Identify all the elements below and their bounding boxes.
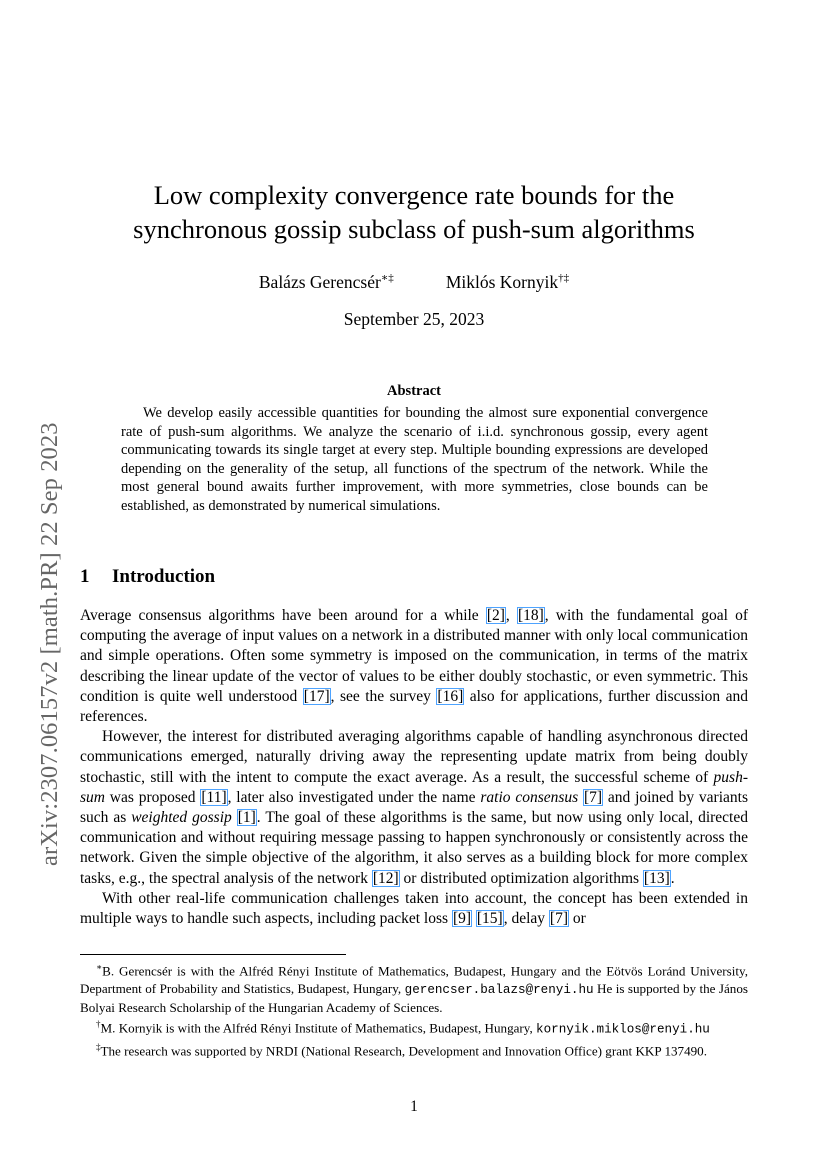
text-run: B. Gerencsér is with the Alfréd Rényi Institute of Mathematics, Budapest, Hungary and the Eötvös Loránd University, Department of Probability and Statistics, Budapest, Hungary, <box>80 963 748 996</box>
text-run <box>232 809 237 826</box>
author-1 <box>259 267 394 293</box>
footnote-1 <box>80 959 748 1016</box>
text-run: , delay <box>503 910 549 928</box>
text-run: . <box>670 869 675 887</box>
citation-link[interactable]: [15] <box>476 910 503 928</box>
abstract-heading: Abstract <box>387 383 441 399</box>
footnote-mark: † <box>96 1019 101 1030</box>
paper-title <box>80 178 748 246</box>
citation-link[interactable]: [12] <box>372 869 399 887</box>
citation-link[interactable]: [2] <box>486 607 505 624</box>
text-run: , <box>505 607 517 624</box>
footnote-mark: ‡ <box>96 1041 101 1052</box>
section-number: 1 <box>80 566 90 587</box>
text-run: The research was supported by NRDI (National Research, Development and Innovation Office) grant KKP 137490. <box>100 1043 707 1059</box>
text-run: He is supported by the János Bolyai Research Scholarship of the Hungarian Academy of Sciences. <box>80 980 748 1015</box>
footnote-3 <box>80 1039 748 1060</box>
text-run: was proposed <box>104 788 201 806</box>
text-run: , with the fundamental goal of computing the average of input values on a network in a distributed manner with only local communication and simple operations. Often some symmetry is imposed on the communication, in terms of the matrix describing the linear update of the vector of values to be either doubly stochastic, or even symmetric. This condition is quite well understood <box>80 607 748 705</box>
email-link[interactable]: kornyik.miklos@renyi.hu <box>536 1022 710 1037</box>
footnote-divider <box>80 954 346 955</box>
paragraph-1 <box>80 606 748 727</box>
arxiv-id-text: arXiv:2307.06157v2 [math.PR] 22 Sep 2023 <box>36 422 63 866</box>
author-2-marks: †‡ <box>558 272 570 284</box>
paragraph-3 <box>80 889 748 929</box>
text-run: , later also investigated under the name <box>227 788 481 806</box>
section-heading <box>80 566 215 588</box>
title-line-1: Low complexity convergence rate bounds for the <box>153 180 675 210</box>
citation-link[interactable]: [16] <box>437 687 464 705</box>
emphasis-term: weighted gossip <box>131 809 232 827</box>
citation-link[interactable]: [9] <box>452 910 472 928</box>
citation-link[interactable]: [13] <box>643 869 670 887</box>
author-1-marks: ∗‡ <box>380 272 394 284</box>
author-2 <box>446 267 569 293</box>
citation-link[interactable]: [1] <box>237 809 256 827</box>
text-run: Average consensus algorithms have been around for a while <box>80 607 486 624</box>
text-run: or distributed optimization algorithms <box>399 869 643 887</box>
text-run: , see the survey <box>330 687 437 705</box>
text-run: M. Kornyik is with the Alfréd Rényi Institute of Mathematics, Budapest, Hungary, <box>100 1020 537 1036</box>
title-line-2: synchronous gossip subclass of push-sum algorithms <box>133 214 695 244</box>
text-run: also for applications, further discussion and references. <box>80 687 748 726</box>
paragraph-2 <box>80 727 748 889</box>
text-run: or <box>569 910 586 928</box>
email-link[interactable]: gerencser.balazs@renyi.hu <box>404 982 594 997</box>
text-run: . The goal of these algorithms is the same, but now using only local, directed communication and without requiring message passing to happen synchronously or consistently across the network. Given the simple objective of the algorithm, it also serves as a building block for more complex tasks, e.g., the spectral analysis of the network <box>80 809 748 887</box>
citation-link[interactable]: [18] <box>517 607 544 624</box>
text-run: However, the interest for distributed averaging algorithms capable of handling asynchronous directed communications emerged, naturally driving away the representing update matrix from being doubly stochastic, still with the intent to compute the exact average. As a result, the successful scheme of <box>80 728 748 786</box>
author-1-name: Balázs Gerencsér <box>258 271 381 292</box>
author-list <box>80 267 748 293</box>
citation-link[interactable]: [17] <box>303 687 330 705</box>
page-number: 1 <box>410 1098 418 1115</box>
abstract-text: We develop easily accessible quantities for bounding the almost sure exponential convergence rate of push-sum algorithms. We analyze the scenario of i.i.d. synchronous gossip, every agent communicating towards its single target at every step. Multiple bounding expressions are developed depending on the generality of the setup, all functions of the spectrum of the network. While the most general bound awaits further improvement, with more symmetries, close bounds can be established, as demonstrated by numerical simulations. <box>121 405 708 514</box>
text-run: and joined by variants such as <box>80 788 748 827</box>
citation-link[interactable]: [11] <box>201 788 227 806</box>
text-run: With other real-life communication challenges taken into account, the concept has been extended in multiple ways to handle such aspects, including packet loss <box>80 889 748 928</box>
footnote-mark: ∗ <box>96 962 103 972</box>
footnote-2 <box>80 1016 748 1039</box>
paper-date: September 25, 2023 <box>343 309 485 329</box>
arxiv-identifier-stamp <box>0 0 63 1171</box>
citation-link[interactable]: [7] <box>549 910 568 928</box>
emphasis-term: ratio consensus <box>480 788 579 806</box>
emphasis-term: push-sum <box>80 768 748 806</box>
footnotes <box>80 959 748 1060</box>
section-title: Introduction <box>112 566 216 587</box>
author-2-name: Miklós Kornyik <box>445 271 559 292</box>
citation-link[interactable]: [7] <box>583 788 603 806</box>
introduction-body <box>80 606 748 929</box>
